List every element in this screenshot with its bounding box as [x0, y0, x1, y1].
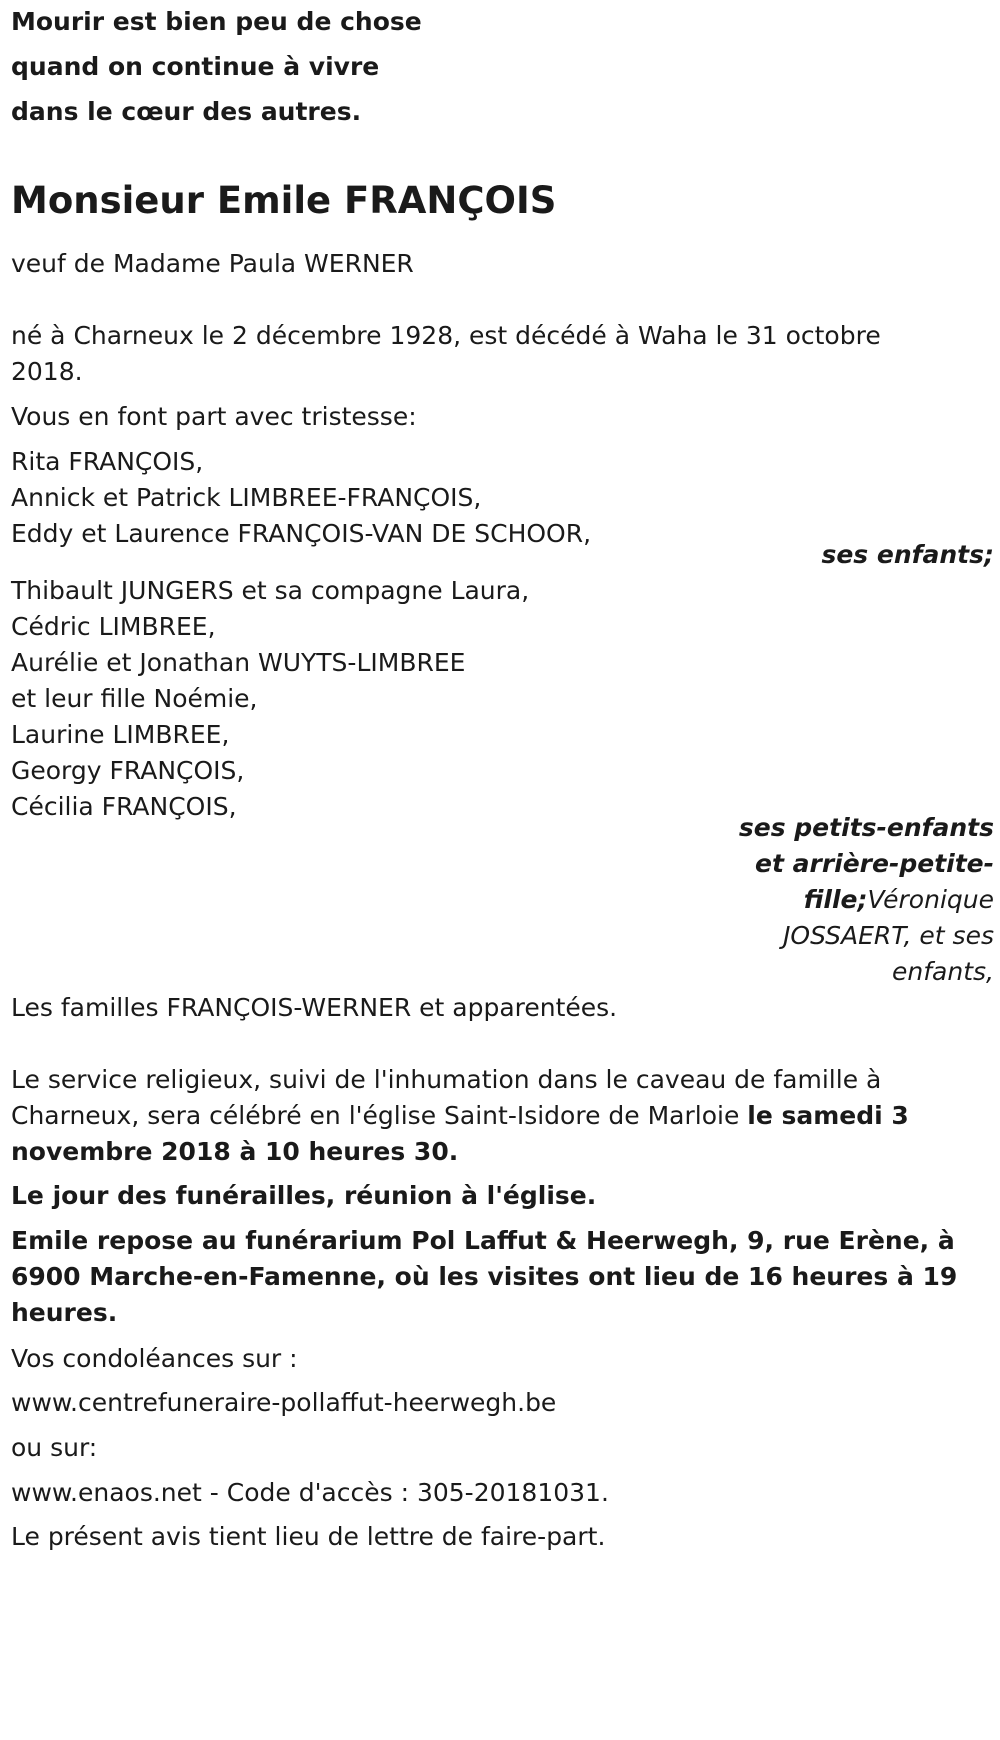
quote-line-2: quand on continue à vivre — [11, 52, 380, 81]
grandchild-item: Thibault JUNGERS et sa compagne Laura, — [11, 576, 530, 605]
quote-line-3: dans le cœur des autres. — [11, 97, 362, 126]
meeting-line: Le jour des funérailles, réunion à l'église. — [11, 1181, 597, 1210]
grandchild-item: Aurélie et Jonathan WUYTS-LIMBREE — [11, 648, 466, 677]
grandchild-item: Laurine LIMBREE, — [11, 720, 230, 749]
footer-line: Le présent avis tient lieu de lettre de faire-part. — [11, 1522, 606, 1551]
service-line-2 — [11, 1096, 909, 1136]
birth-line-1: né à Charneux le 2 décembre 1928, est décédé à Waha le 31 octobre — [11, 321, 881, 350]
service-line-2-text: Charneux, sera célébré en l'église Saint-Isidore de Marloie — [11, 1101, 748, 1130]
service-line-3: novembre 2018 à 10 heures 30. — [11, 1137, 459, 1166]
rest-line-3: heures. — [11, 1298, 118, 1327]
child-item: Rita FRANÇOIS, — [11, 447, 204, 476]
child-item: Annick et Patrick LIMBREE-FRANÇOIS, — [11, 483, 482, 512]
grandchild-item: Georgy FRANÇOIS, — [11, 756, 245, 785]
grandchildren-label-3 — [804, 880, 994, 920]
veronique-name: Véronique — [867, 885, 994, 914]
rest-line-2: 6900 Marche-en-Famenne, où les visites ont lieu de 16 heures à 19 — [11, 1262, 958, 1291]
service-date-start: le samedi 3 — [747, 1101, 909, 1130]
quote-line-1: Mourir est bien peu de chose — [11, 7, 422, 36]
grandchildren-label-4: JOSSAERT, et ses — [783, 921, 994, 950]
widow-line: veuf de Madame Paula WERNER — [11, 249, 414, 278]
condolences-site-1[interactable]: www.centrefuneraire-pollaffut-heerwegh.be — [11, 1388, 557, 1417]
condolences-label: Vos condoléances sur : — [11, 1344, 298, 1373]
children-label: ses enfants; — [821, 540, 994, 569]
grandchildren-label-1: ses petits-enfants — [738, 813, 994, 842]
grandchild-item: Cédric LIMBREE, — [11, 612, 216, 641]
great-grandchild-label: fille; — [803, 885, 868, 914]
grandchild-item: et leur fille Noémie, — [11, 684, 258, 713]
grandchild-item: Cécilia FRANÇOIS, — [11, 792, 237, 821]
condolences-site-2[interactable]: www.enaos.net - Code d'accès : 305-20181031. — [11, 1478, 609, 1507]
grandchildren-label-2: et arrière-petite- — [755, 849, 994, 878]
birth-line-2: 2018. — [11, 357, 83, 386]
service-line-1: Le service religieux, suivi de l'inhumation dans le caveau de famille à — [11, 1065, 882, 1094]
condolences-or: ou sur: — [11, 1433, 98, 1462]
grandchildren-label-5: enfants, — [892, 957, 994, 986]
families-line: Les familles FRANÇOIS-WERNER et apparentées. — [11, 993, 618, 1022]
deceased-name: Monsieur Emile FRANÇOIS — [11, 179, 557, 222]
rest-line-1: Emile repose au funérarium Pol Laffut & Heerwegh, 9, rue Erène, à — [11, 1226, 955, 1255]
child-item: Eddy et Laurence FRANÇOIS-VAN DE SCHOOR, — [11, 519, 592, 548]
announce-line: Vous en font part avec tristesse: — [11, 402, 417, 431]
